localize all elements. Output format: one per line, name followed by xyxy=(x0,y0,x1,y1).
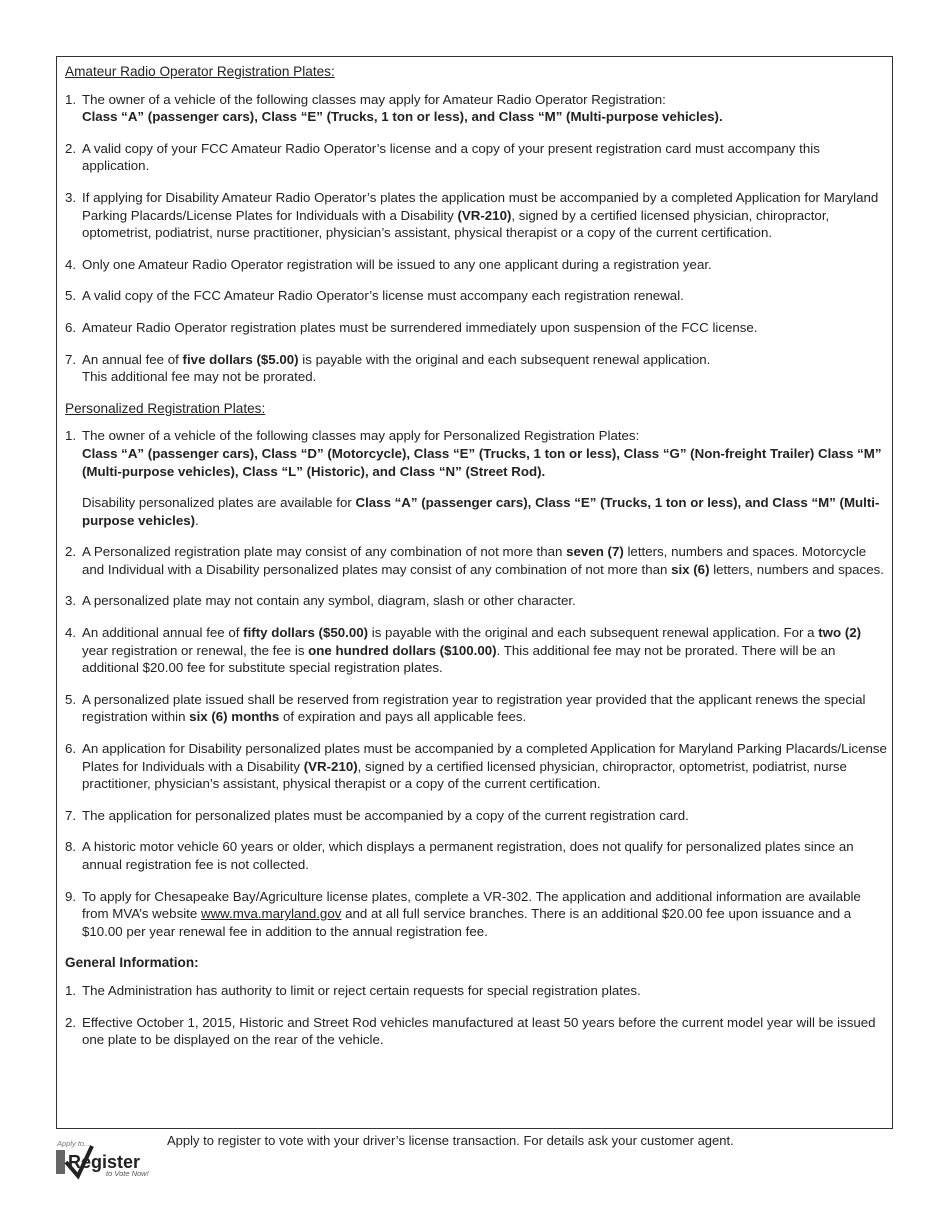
list-item: 7. The application for personalized plates must be accompanied by a copy of the current registration card. xyxy=(65,807,689,823)
list-item: 3. If applying for Disability Amateur Radio Operator’s plates the application must be accompanied by a completed Application for Maryland Parking Placards/License Plates for Individuals with a Disability (VR-210), signed by a certified licensed physician, chiropractor, optometrist, podiatrist, nurse practitioner, physician’s assistant, physical therapist or a copy of the current certification. xyxy=(65,189,879,241)
footer-voter-text: Apply to register to vote with your driver’s license transaction. For details ask your customer agent. xyxy=(167,1133,734,1148)
logo-top-text: Apply to... xyxy=(57,1139,91,1148)
logo-bar xyxy=(56,1150,65,1174)
list-item: 7. An annual fee of five dollars ($5.00) is payable with the original and each subsequent renewal application. This additional fee may not be prorated. xyxy=(65,351,711,385)
list-item: 1. The Administration has authority to limit or reject certain requests for special registration plates. xyxy=(65,982,641,998)
list-item: 3. A personalized plate may not contain any symbol, diagram, slash or other character. xyxy=(65,593,576,609)
logo-sub-text: to Vote Now! xyxy=(106,1169,149,1178)
personalized-list xyxy=(65,427,887,940)
list-item: 4. Only one Amateur Radio Operator registration will be issued to any one applicant during a registration year. xyxy=(65,256,712,272)
list-item: 4. An additional annual fee of fifty dollars ($50.00) is payable with the original and each subsequent renewal application. For a two (2) year registration or renewal, the fee is one hundred dollars ($100.00). This additional fee may not be prorated. There will be an additional $20.00 fee for substitute special registration plates. xyxy=(65,625,862,676)
list-item: 2. A valid copy of your FCC Amateur Radio Operator’s license and a copy of your present registration card must accompany this application. xyxy=(65,140,820,174)
general-heading: General Information: xyxy=(65,955,199,971)
personalized-heading: Personalized Registration Plates: xyxy=(65,400,266,416)
register-to-vote-logo xyxy=(56,1138,160,1180)
amateur-list xyxy=(65,91,887,386)
instructions-frame xyxy=(56,56,893,1129)
list-item: 8. A historic motor vehicle 60 years or older, which displays a permanent registration, does not qualify for personalized plates since an annual registration fee is not collected. xyxy=(65,839,854,872)
instructions-content xyxy=(65,63,887,1063)
list-item: 2. Effective October 1, 2015, Historic and Street Rod vehicles manufactured at least 50 years before the current model year will be issued one plate to be displayed on the rear of the vehicle. xyxy=(65,1014,876,1048)
logo-main-text: Register xyxy=(68,1152,141,1172)
list-item: 6. An application for Disability personalized plates must be accompanied by a completed Application for Maryland Parking Placards/License Plates for Individuals with a Disability (VR-210), signed by a certified licensed physician, chiropractor, optometrist, podiatrist, nurse practitioner, physician’s assistant, physical therapist or a copy of the current certification. xyxy=(65,741,887,792)
amateur-heading: Amateur Radio Operator Registration Plates: xyxy=(65,64,335,79)
list-item: 1. The owner of a vehicle of the following classes may apply for Personalized Registration Plates: Class “A” (passenger cars), Class “D” (Motorcycle), Class “E” (Trucks, 1 ton or less), Class “G” (Non-freight Trailer) Class “M” (Multi-purpose vehicles), Class “L” (Historic), and Class “N” (Street Rod). Disability personalized plates are available for Class “A” (passenger cars), Class “E” (Trucks, 1 ton or less), and Class “M” (Multi-purpose vehicles). xyxy=(65,428,882,528)
general-list xyxy=(65,982,887,1049)
mva-website-link[interactable]: www.mva.maryland.gov xyxy=(200,906,342,922)
list-item: 5. A valid copy of the FCC Amateur Radio Operator’s license must accompany each registration renewal. xyxy=(65,288,684,304)
list-item: 9. To apply for Chesapeake Bay/Agriculture license plates, complete a VR-302. The application and additional information are available from MVA’s website www.mva.maryland.gov and at all full service branches. There is an additional $20.00 fee upon issuance and a $10.00 per year renewal fee in addition to the annual registration fee. xyxy=(65,888,861,939)
list-item: 6. Amateur Radio Operator registration plates must be surrendered immediately upon suspension of the FCC license. xyxy=(65,319,758,335)
list-item: 1. The owner of a vehicle of the following classes may apply for Amateur Radio Operator Registration: Class “A” (passenger cars), Class “E” (Trucks, 1 ton or less), and Class “M” (Multi-purpose vehicles). xyxy=(65,91,723,125)
list-item: 2. A Personalized registration plate may consist of any combination of not more than seven (7) letters, numbers and spaces. Motorcycle and Individual with a Disability personalized plates may consist of any combination of not more than six (6) letters, numbers and spaces. xyxy=(65,544,884,577)
list-item: 5. A personalized plate issued shall be reserved from registration year to registration year provided that the applicant renews the special registration within six (6) months of expiration and pays all applicable fees. xyxy=(65,691,866,725)
